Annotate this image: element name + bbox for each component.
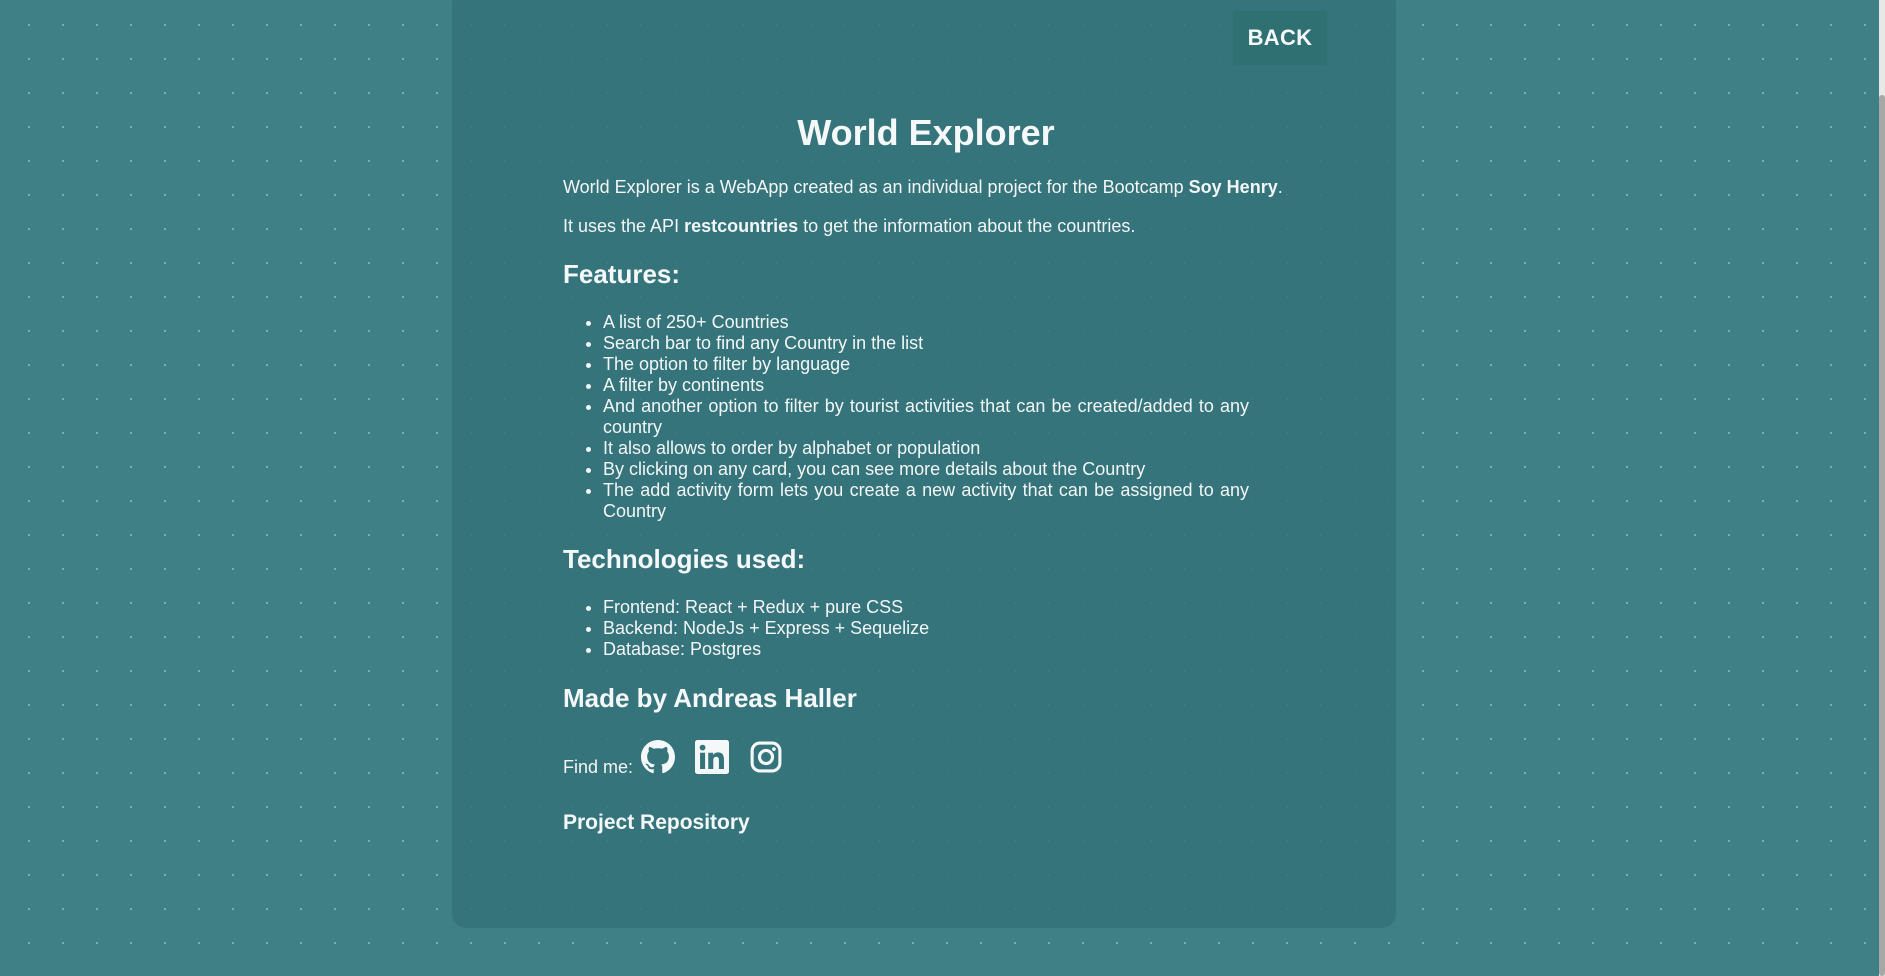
api-text-end: to get the information about the countries. <box>798 216 1136 236</box>
features-list <box>563 312 1249 522</box>
feature-item: • The option to filter by language <box>603 354 1249 375</box>
feature-item: • By clicking on any card, you can see more details about the Country <box>603 459 1249 480</box>
feature-item: • A filter by continents <box>603 375 1249 396</box>
find-me-row <box>563 738 803 778</box>
feature-item: • The add activity form lets you create a new activity that can be assigned to any Country <box>603 480 1249 522</box>
intro-text-end: . <box>1277 177 1283 197</box>
find-me-label: Find me: <box>563 757 634 777</box>
api-name: restcountries <box>684 216 799 236</box>
feature-item: • A list of 250+ Countries <box>603 312 1249 333</box>
bootcamp-name: Soy Henry <box>1188 177 1278 197</box>
linkedin-icon <box>695 740 729 774</box>
instagram-icon <box>749 740 783 774</box>
linkedin-link[interactable] <box>695 740 729 774</box>
technology-item: • Frontend: React + Redux + pure CSS <box>603 597 1249 618</box>
page-title: World Explorer <box>797 112 1055 153</box>
github-link[interactable] <box>641 740 675 774</box>
intro-paragraph <box>563 176 1283 198</box>
about-card <box>452 0 1396 928</box>
features-heading: Features: <box>563 259 681 289</box>
instagram-link[interactable] <box>749 740 783 774</box>
api-paragraph <box>563 215 1135 237</box>
technology-item: • Backend: NodeJs + Express + Sequelize <box>603 618 1249 639</box>
back-button[interactable]: BACK <box>1233 11 1327 65</box>
technologies-list <box>563 597 1249 660</box>
technology-item: • Database: Postgres <box>603 639 1249 660</box>
project-repository-link[interactable]: Project Repository <box>563 811 750 834</box>
made-by-heading: Made by Andreas Haller <box>563 683 857 713</box>
scrollbar-thumb[interactable] <box>1879 95 1885 976</box>
feature-item: • And another option to filter by tourist activities that can be created/added to any country <box>603 396 1249 438</box>
feature-item: • It also allows to order by alphabet or population <box>603 438 1249 459</box>
intro-text: World Explorer is a WebApp created as an individual project for the Bootcamp <box>563 177 1189 197</box>
api-text: It uses the API <box>563 216 685 236</box>
github-icon <box>641 740 675 774</box>
technologies-heading: Technologies used: <box>563 544 806 574</box>
feature-item: • Search bar to find any Country in the list <box>603 333 1249 354</box>
